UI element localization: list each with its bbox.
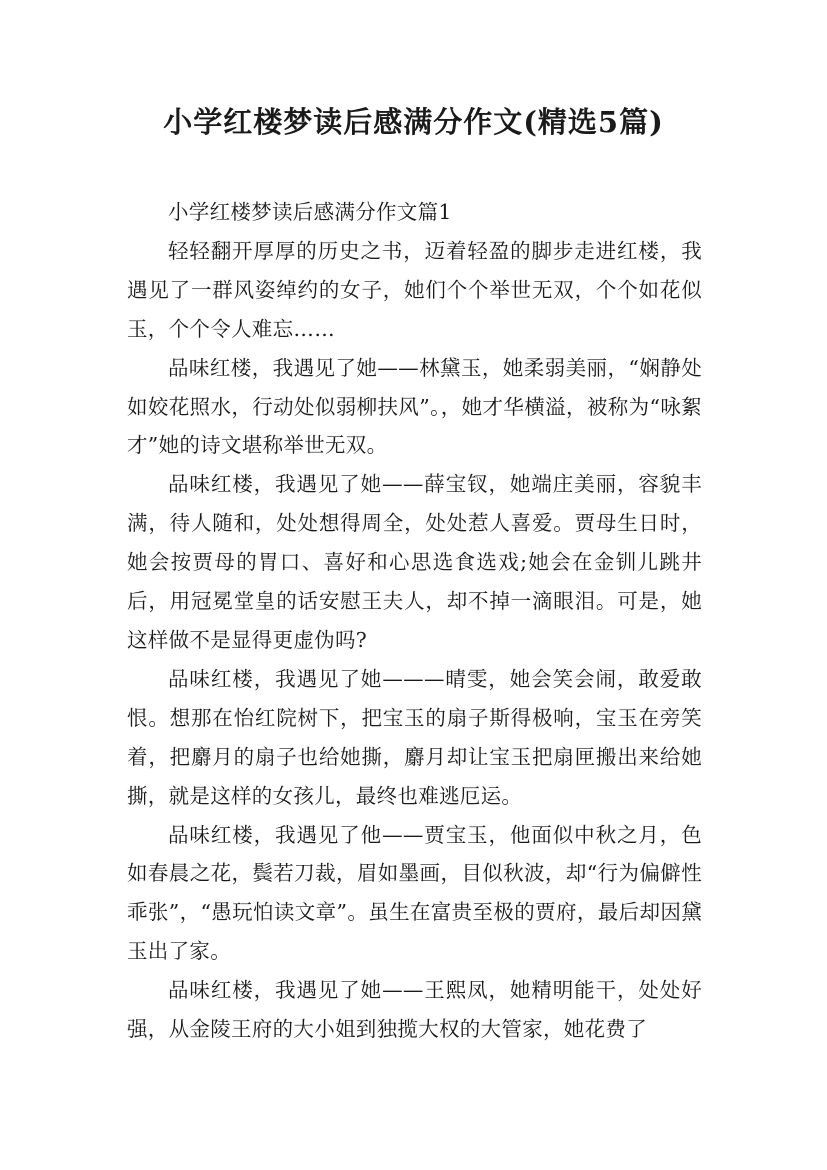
section-heading: 小学红楼梦读后感满分作文篇1 (168, 200, 452, 224)
body-paragraph: 轻轻翻开厚厚的历史之书，迈着轻盈的脚步走进红楼，我遇见了一群风姿绰约的女子，她们个个举世无双，个个如花似玉，个个令人难忘…… (127, 238, 702, 341)
document-title: 小学红楼梦读后感满分作文(精选5篇) (163, 105, 664, 139)
body-paragraph: 品味红楼，我遇见了她——薛宝钗，她端庄美丽，容貌丰满，待人随和，处处想得周全，处处惹人喜爱。贾母生日时，她会按贾母的胃口、喜好和心思选食选戏;她会在金钏儿跳井后，用冠冕堂皇的话安慰王夫人，却不掉一滴眼泪。可是，她这样做不是显得更虚伪吗? (127, 472, 702, 652)
body-paragraph: 品味红楼，我遇见了她———晴雯，她会笑会闹，敢爱敢恨。想那在怡红院树下，把宝玉的扇子斯得极响，宝玉在旁笑着，把麝月的扇子也给她撕，麝月却让宝玉把扇匣搬出来给她撕，就是这样的女孩儿，最终也难逃厄运。 (127, 666, 702, 808)
body-paragraph: 品味红楼，我遇见了他——贾宝玉，他面似中秋之月，色如春晨之花，鬓若刀裁，眉如墨画，目似秋波，却“行为偏僻性乖张”，“愚玩怕读文章”。虽生在富贵至极的贾府，最后却因黛玉出了家。 (127, 822, 702, 964)
body-paragraph: 品味红楼，我遇见了她——王熙凤，她精明能干，处处好强，从金陵王府的大小姐到独揽大权的大管家，她花费了 (127, 978, 702, 1042)
body-paragraph: 品味红楼，我遇见了她——林黛玉，她柔弱美丽，“娴静处如姣花照水，行动处似弱柳扶风”。，她才华横溢，被称为“咏絮才”她的诗文堪称举世无双。 (127, 355, 702, 458)
document-body (127, 193, 702, 1049)
